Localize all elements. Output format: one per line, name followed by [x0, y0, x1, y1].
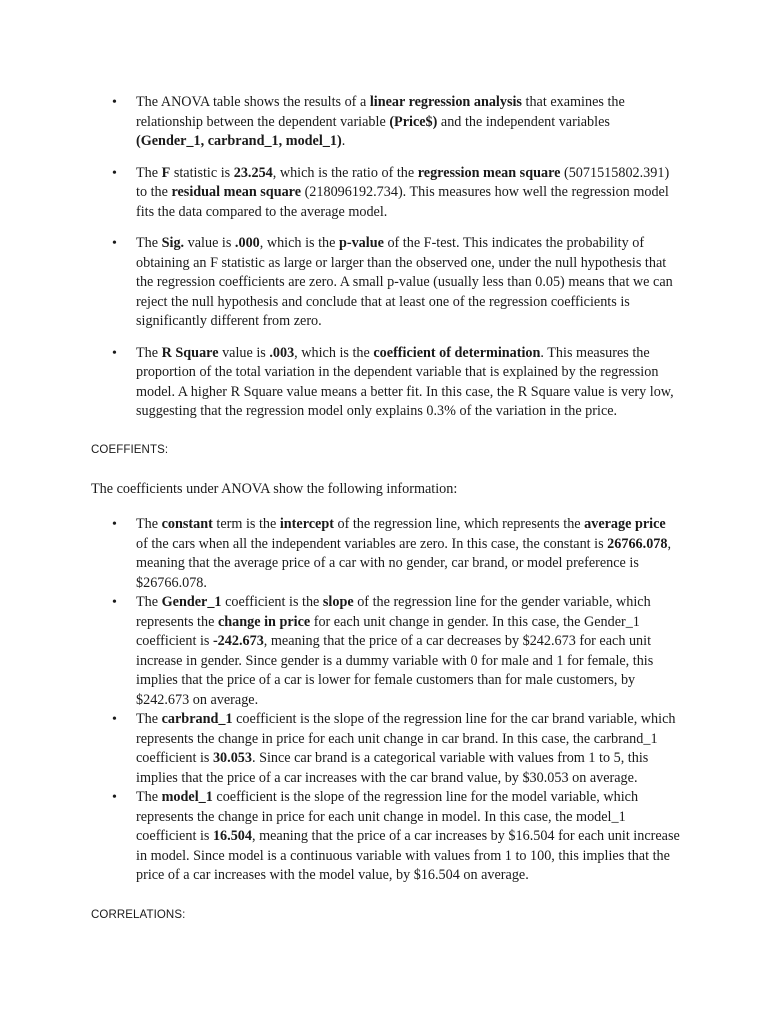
coefficient-point-carbrand: • The carbrand_1 coefficient is the slope of the regression line for the car brand variable, which represents the change in price for each unit change in car brand. In this case, the carbrand_1 coefficient is 30.053. Since car brand is a categorical variable with values from 1 to 5, this implies that the price of a car increases with the car brand value, by $30.053 on average.	[0, 710, 768, 788]
coefficients-section	[0, 515, 768, 886]
coefficient-point-gender: • The Gender_1 coefficient is the slope of the regression line for the gender variable, which represents the change in price for each unit change in gender. In this case, the Gender_1 coefficient is -242.673, meaning that the price of a car decreases by $242.673 for each unit increase in gender. Since gender is a dummy variable with 0 for male and 1 for female, this implies that the price of a car is lower for female customers than for male customers, by $242.673 on average.	[0, 593, 768, 710]
coefficients-intro: The coefficients under ANOVA show the following information:	[91, 481, 458, 497]
anova-point-2: • The F statistic is 23.254, which is the ratio of the regression mean square (5071515802.391) to the residual mean square (218096192.734). This measures how well the regression model fits the data compared to the average model.	[0, 164, 768, 223]
anova-point-4: • The R Square value is .003, which is the coefficient of determination. This measures the proportion of the total variation in the dependent variable that is explained by the regression model. A higher R Square value means a better fit. In this case, the R Square value is very low, suggesting that the regression model only explains 0.3% of the variation in the price.	[0, 344, 768, 422]
coefficients-bullet-list	[0, 515, 768, 886]
anova-point-1: • The ANOVA table shows the results of a linear regression analysis that examines the relationship between the dependent variable (Price$) and the independent variables (Gender_1, carbrand_1, model_1).	[0, 93, 768, 152]
coefficient-point-constant: • The constant term is the intercept of the regression line, which represents the average price of the cars when all the independent variables are zero. In this case, the constant is 26766.078, meaning that the average price of a car with no gender, car brand, or model preference is $26766.078.	[0, 515, 768, 593]
correlations-heading: CORRELATIONS:	[91, 909, 186, 921]
anova-section	[0, 93, 768, 434]
anova-bullet-list	[0, 93, 768, 422]
coefficients-heading: COEFFIENTS:	[91, 444, 169, 456]
anova-point-3: • The Sig. value is .000, which is the p-value of the F-test. This indicates the probability of obtaining an F statistic as large or larger than the observed one, under the null hypothesis that the regression coefficients are zero. A small p-value (usually less than 0.05) means that we can reject the null hypothesis and conclude that at least one of the regression coefficients is significantly different from zero.	[0, 234, 768, 332]
coefficient-point-model: • The model_1 coefficient is the slope of the regression line for the model variable, which represents the change in price for each unit change in model. In this case, the model_1 coefficient is 16.504, meaning that the price of a car increases by $16.504 for each unit increase in model. Since model is a continuous variable with values from 1 to 100, this implies that the price of a car increases with the model value, by $16.504 on average.	[0, 788, 768, 886]
